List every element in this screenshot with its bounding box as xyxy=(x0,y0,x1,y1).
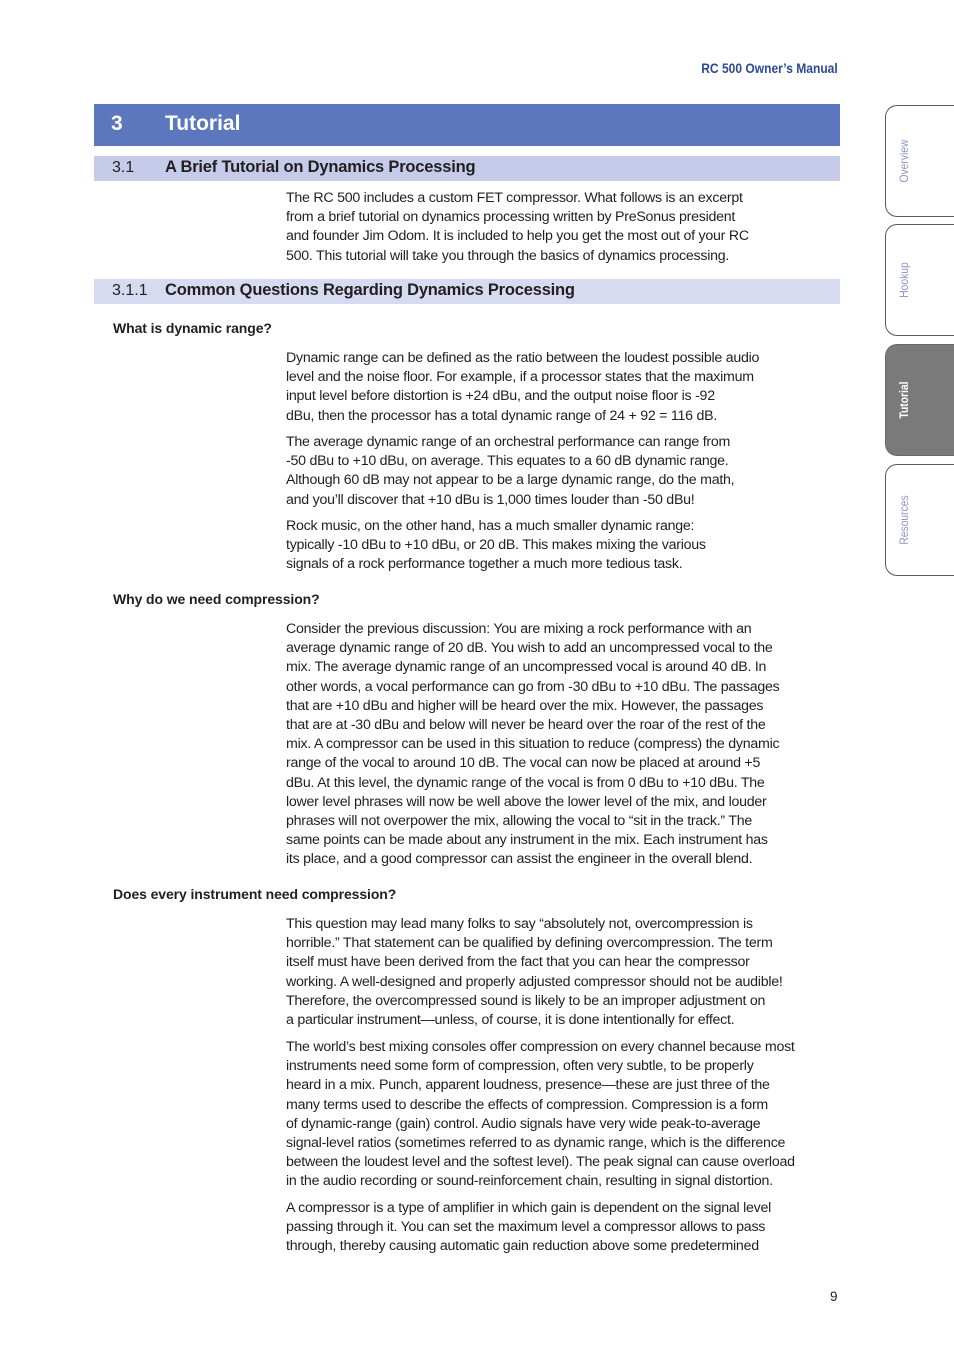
text-line: its place, and a good compressor can assist the engineer in the overall blend. xyxy=(286,851,753,868)
text-line: signal-level ratios (sometimes referred to as dynamic range, which is the difference xyxy=(286,1135,786,1152)
text-line: average dynamic range of 20 dB. You wish to add an uncompressed vocal to the xyxy=(286,640,773,657)
text-line: lower level phrases will now be well above the lower level of the mix, and louder xyxy=(286,793,767,810)
text-line: other words, a vocal performance can go from -30 dBu to +10 dBu. The passages xyxy=(286,678,780,695)
manual-title: RC 500 Owner’s Manual xyxy=(701,60,838,76)
body-paragraph xyxy=(286,349,838,426)
section-number: 3.1 xyxy=(112,159,135,176)
body-paragraph xyxy=(286,1038,838,1192)
intro-paragraph xyxy=(286,189,838,266)
text-line: dBu. At this level, the dynamic range of the vocal is from 0 dBu to +10 dBu. The xyxy=(286,774,765,791)
text-line: through, thereby causing automatic gain reduction above some predetermined xyxy=(286,1238,759,1255)
text-line: -50 dBu to +10 dBu, on average. This equates to a 60 dB dynamic range. xyxy=(286,453,729,470)
text-line: same points can be made about any instrument in the mix. Each instrument has xyxy=(286,832,768,849)
subsection-title: Common Questions Regarding Dynamics Processing xyxy=(165,281,575,299)
question-heading: Does every instrument need compression? xyxy=(113,886,397,902)
text-line: The average dynamic range of an orchestral performance can range from xyxy=(286,434,731,450)
question-heading: What is dynamic range? xyxy=(113,320,272,336)
text-line: and you’ll discover that +10 dBu is 1,000 times louder than -50 dBu! xyxy=(286,491,695,508)
tab-label: Overview xyxy=(897,139,911,183)
body-paragraph xyxy=(286,620,838,870)
body-paragraph xyxy=(286,433,838,510)
text-line: and founder Jim Odom. It is included to help you get the most out of your RC xyxy=(286,228,749,245)
text-line: between the loudest level and the softest level). The peak signal can cause overload xyxy=(286,1154,795,1171)
text-line: instruments need some form of compression, often very subtle, to be properly xyxy=(286,1058,754,1075)
text-line: signals of a rock performance together a much more tedious task. xyxy=(286,556,683,573)
text-line: range of the vocal to around 10 dB. The vocal can now be placed at around +5 xyxy=(286,755,761,772)
page-number: 9 xyxy=(830,1289,838,1304)
text-line: horrible.” That statement can be qualified by defining overcompression. The term xyxy=(286,935,773,952)
text-line: in the audio recording or sound-reinforcement chain, resulting in signal distortion. xyxy=(286,1173,773,1190)
question-heading: Why do we need compression? xyxy=(113,591,320,607)
chapter-title: Tutorial xyxy=(165,112,241,135)
chapter-number: 3 xyxy=(111,112,123,135)
section-title: A Brief Tutorial on Dynamics Processing xyxy=(165,158,476,176)
text-line: This question may lead many folks to say “absolutely not, overcompression is xyxy=(286,916,753,932)
text-line: Although 60 dB may not appear to be a large dynamic range, do the math, xyxy=(286,472,735,489)
text-line: of dynamic-range (gain) control. Audio signals have very wide peak-to-average xyxy=(286,1115,761,1132)
chapter-heading xyxy=(94,104,840,146)
text-line: Therefore, the overcompressed sound is likely to be an improper adjustment on xyxy=(286,992,766,1009)
text-line: itself must have been derived from the fact that you can hear the compressor xyxy=(286,954,750,971)
text-line: from a brief tutorial on dynamics processing written by PreSonus president xyxy=(286,209,736,226)
tab-overview[interactable] xyxy=(885,105,954,217)
body-paragraph xyxy=(286,915,838,1030)
text-line: mix. A compressor can be used in this situation to reduce (compress) the dynamic xyxy=(286,736,780,753)
tab-tutorial[interactable] xyxy=(885,344,954,456)
text-line: a particular instrument—unless, of course, it is done intentionally for effect. xyxy=(286,1012,735,1029)
text-line: heard in a mix. Punch, apparent loudness, presence—these are just three of the xyxy=(286,1077,770,1094)
tab-label: Hookup xyxy=(897,262,911,298)
text-line: 500. This tutorial will take you through the basics of dynamics processing. xyxy=(286,247,730,264)
text-line: Rock music, on the other hand, has a much smaller dynamic range: xyxy=(286,518,695,534)
text-line: working. A well-designed and properly adjusted compressor should not be audible! xyxy=(286,973,783,990)
text-line: that are +10 dBu and higher will be heard over the mix. However, the passages xyxy=(286,697,764,714)
body-paragraph xyxy=(286,1199,838,1257)
text-line: mix. The average dynamic range of an uncompressed vocal is around 40 dB. In xyxy=(286,659,767,676)
text-line: The world’s best mixing consoles offer compression on every channel because most xyxy=(286,1039,795,1055)
section-heading xyxy=(94,156,840,181)
text-line: that are at -30 dBu and below will never be heard over the roar of the rest of the xyxy=(286,717,766,734)
text-line: many terms used to describe the effects of compression. Compression is a form xyxy=(286,1096,768,1113)
tab-hookup[interactable] xyxy=(885,224,954,336)
text-line: Consider the previous discussion: You are mixing a rock performance with an xyxy=(286,621,752,637)
tab-label: Resources xyxy=(897,495,911,545)
subsection-number: 3.1.1 xyxy=(112,282,148,299)
text-line: input level before distortion is +24 dBu, and the output noise floor is -92 xyxy=(286,388,715,405)
body-paragraph xyxy=(286,517,838,575)
text-line: level and the noise floor. For example, if a processor states that the maximum xyxy=(286,369,754,386)
text-line: typically -10 dBu to +10 dBu, or 20 dB. This makes mixing the various xyxy=(286,537,706,554)
text-line: Dynamic range can be defined as the ratio between the loudest possible audio xyxy=(286,350,760,366)
tab-resources[interactable] xyxy=(885,464,954,576)
text-line: phrases will not overpower the mix, allowing the vocal to “sit in the track.” The xyxy=(286,813,753,830)
tab-label: Tutorial xyxy=(897,381,911,419)
subsection-heading xyxy=(94,279,840,304)
text-line: The RC 500 includes a custom FET compressor. What follows is an excerpt xyxy=(286,190,743,206)
text-line: passing through it. You can set the maximum level a compressor allows to pass xyxy=(286,1219,766,1236)
text-line: A compressor is a type of amplifier in which gain is dependent on the signal level xyxy=(286,1200,772,1216)
text-line: dBu, then the processor has a total dynamic range of 24 + 92 = 116 dB. xyxy=(286,407,718,424)
